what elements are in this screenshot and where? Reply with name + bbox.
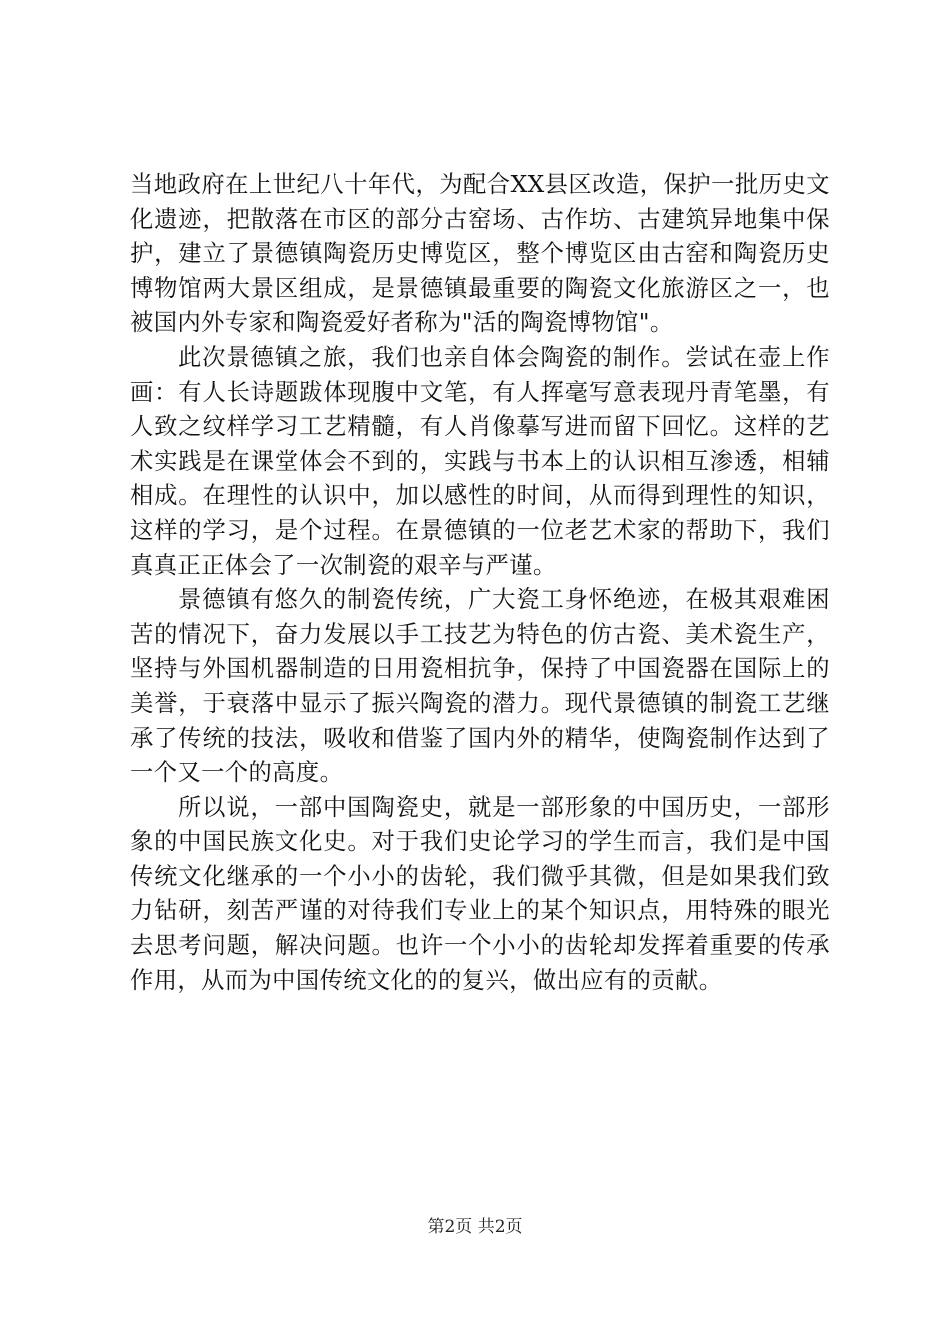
page-number-footer: 第2页 共2页 xyxy=(427,1217,523,1237)
paragraph-1: 当地政府在上世纪八十年代，为配合XX县区改造，保护一批历史文化遗迹，把散落在市区的部分古窑场、古作坊、古建筑异地集中保护，建立了景德镇陶瓷历史博览区，整个博览区由古窑和陶瓷历史博物馆两大景区组成，是景德镇最重要的陶瓷文化旅游区之一，也被国内外专家和陶瓷爱好者称为"活的陶瓷博物馆"。 xyxy=(130,171,830,337)
document-body xyxy=(130,168,830,998)
paragraph-3: 景德镇有悠久的制瓷传统，广大瓷工身怀绝迹，在极其艰难困苦的情况下，奋力发展以手工技艺为特色的仿古瓷、美术瓷生产，坚持与外国机器制造的日用瓷相抗争，保持了中国瓷器在国际上的美誉，于衰落中显示了振兴陶瓷的潜力。现代景德镇的制瓷工艺继承了传统的技法，吸收和借鉴了国内外的精华，使陶瓷制作达到了一个又一个的高度。 xyxy=(130,586,830,787)
paragraph-4: 所以说，一部中国陶瓷史，就是一部形象的中国历史，一部形象的中国民族文化史。对于我们史论学习的学生而言，我们是中国传统文化继承的一个小小的齿轮，我们微乎其微，但是如果我们致力钻研，刻苦严谨的对待我们专业上的某个知识点，用特殊的眼光去思考问题，解决问题。也许一个小小的齿轮却发挥着重要的传承作用，从而为中国传统文化的的复兴，做出应有的贡献。 xyxy=(130,793,830,994)
paragraph-2: 此次景德镇之旅，我们也亲自体会陶瓷的制作。尝试在壶上作画：有人长诗题跋体现腹中文笔，有人挥毫写意表现丹青笔墨，有人致之纹样学习工艺精髓，有人肖像摹写进而留下回忆。这样的艺术实践是在课堂体会不到的，实践与书本上的认识相互渗透，相辅相成。在理性的认识中，加以感性的时间，从而得到理性的知识，这样的学习，是个过程。在景德镇的一位老艺术家的帮助下，我们真真正正体会了一次制瓷的艰辛与严谨。 xyxy=(130,343,830,579)
